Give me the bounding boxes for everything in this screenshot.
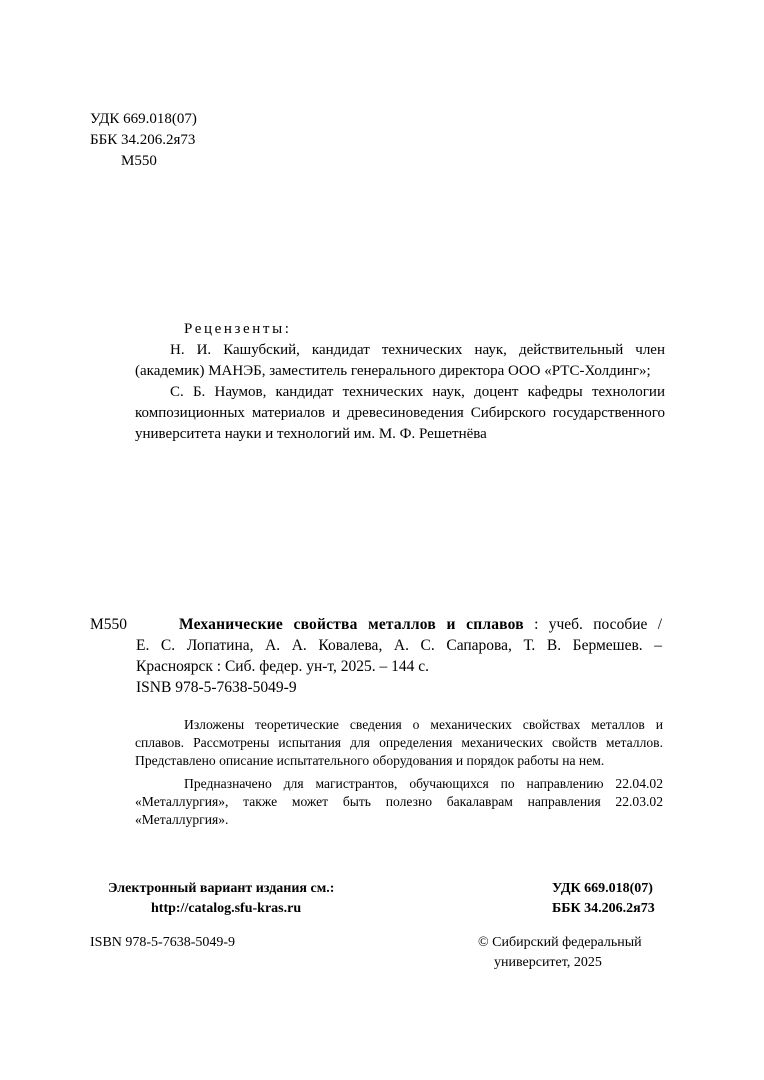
biblio-author-mark: М550 <box>90 616 128 633</box>
reviewers-block <box>135 319 665 445</box>
isbn: ISBN 978-5-7638-5049-9 <box>90 935 236 950</box>
copyright <box>478 933 642 973</box>
annotation-block <box>135 716 663 829</box>
catalog-link[interactable]: http://catalog.sfu-kras.ru <box>151 901 302 916</box>
electronic-version <box>108 879 334 919</box>
book-isbn: ISNB 978-5-7638-5049-9 <box>136 679 297 696</box>
reviewer-entry: С. Б. Наумов, кандидат технических наук, доцент кафедры технологии композиционных материалов и древесиноведения Сибирского государственного университета науки и технологий им. М. Ф. Решетнёва <box>135 384 665 442</box>
book-subtitle: : учеб. пособие / <box>523 616 663 633</box>
book-imprint: Красноярск : Сиб. федер. ун-т, 2025. – 144 с. <box>136 658 430 675</box>
bbk-code-footer: ББК 34.206.2я73 <box>552 901 655 916</box>
copyright-line-1: © Сибирский федеральный <box>478 935 642 950</box>
copyright-line-2: университет, 2025 <box>494 955 602 970</box>
annotation-paragraph: Предназначено для магистрантов, обучающихся по направлению 22.04.02 «Металлургия», также может быть полезно бакалаврам направления 22.03.02 «Металлургия». <box>135 776 663 827</box>
author-mark: М550 <box>121 153 157 169</box>
book-authors: Е. С. Лопатина, А. А. Ковалева, А. С. Сапарова, Т. В. Бермешев. – <box>136 637 662 654</box>
electronic-version-label: Электронный вариант издания см.: <box>108 881 335 896</box>
classification-footer <box>552 879 655 919</box>
book-title: Механические свойства металлов и сплавов <box>179 616 524 633</box>
bbk-code: ББК 34.206.2я73 <box>90 132 196 148</box>
classification-block <box>90 109 197 172</box>
reviewers-title: Рецензенты: <box>184 321 292 337</box>
udk-code: УДК 669.018(07) <box>90 111 197 127</box>
annotation-paragraph: Изложены теоретические сведения о механических свойствах металлов и сплавов. Рассмотрены испытания для определения механических свойств металлов. Представлено описание испытательного оборудования и порядок работы на нем. <box>135 717 663 768</box>
bibliographic-record <box>90 614 662 698</box>
reviewer-entry: Н. И. Кашубский, кандидат технических наук, действительный член (академик) МАНЭБ, заместитель генерального директора ООО «РТС-Холдинг»; <box>135 342 665 379</box>
udk-code-footer: УДК 669.018(07) <box>552 881 653 896</box>
